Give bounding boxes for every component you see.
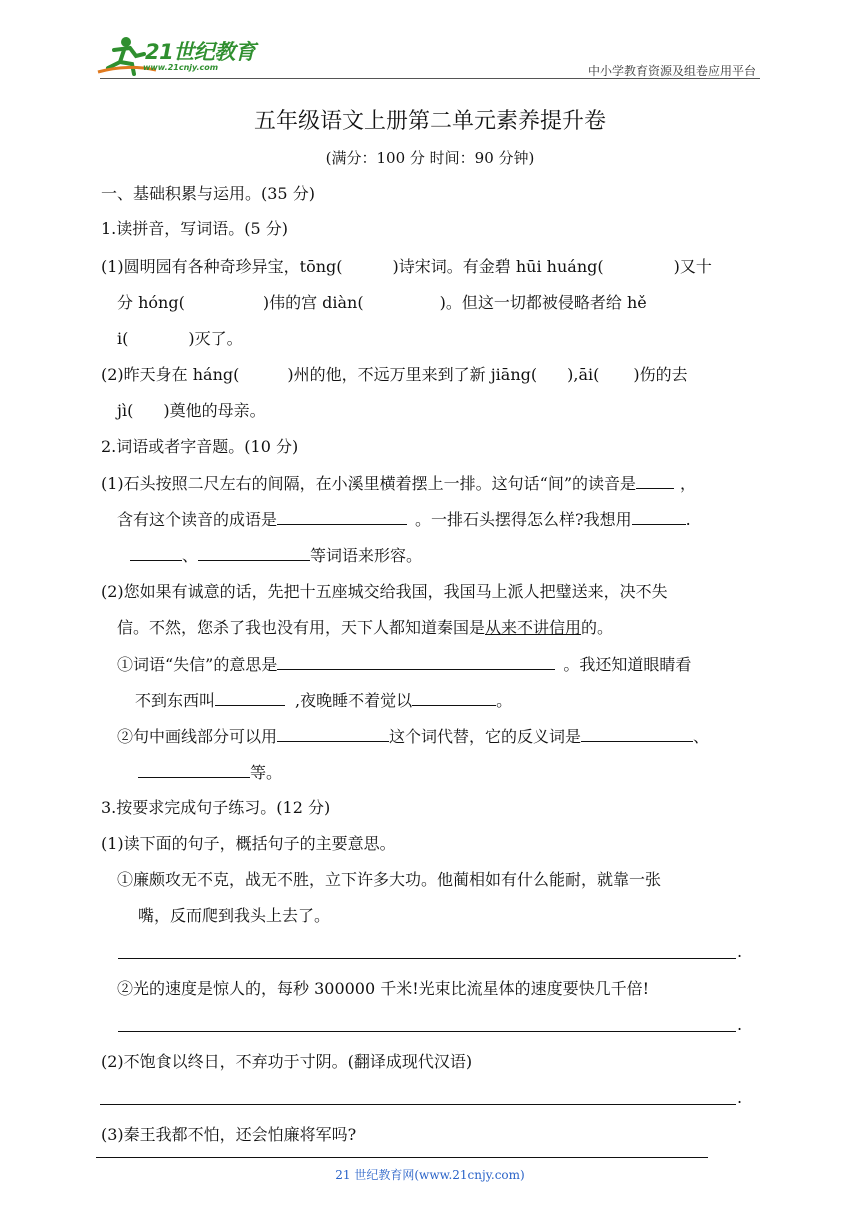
answer-blank[interactable] <box>412 689 496 706</box>
question-text: (2)不饱食以终日，不弃功于寸阴。(翻译成现代汉语) <box>101 1052 473 1071</box>
answer-blank[interactable] <box>198 544 310 561</box>
text-segment: 等词语来形容。 <box>310 546 423 565</box>
text-segment: )伟的宫 diàn( <box>262 293 364 312</box>
text-segment: i( <box>117 329 129 348</box>
period-mark: . <box>737 1088 743 1107</box>
question-text <box>117 508 691 531</box>
text-segment: 。 <box>496 691 513 710</box>
question-heading: 2.词语或者字音题。(10 分) <box>101 437 299 456</box>
question-text <box>135 689 512 712</box>
text-segment: ),āi( <box>567 365 600 384</box>
text-segment: )奠他的母亲。 <box>163 401 266 420</box>
answer-blank[interactable] <box>632 508 686 525</box>
period-mark: . <box>737 942 743 961</box>
text-segment: )州的他，不远万里来到了新 jiāng( <box>287 365 538 384</box>
answer-line[interactable] <box>118 1031 736 1032</box>
question-text <box>117 617 613 639</box>
answer-blank[interactable] <box>636 472 674 489</box>
text-segment: )。但这一切都被侵略者给 hě <box>439 293 647 312</box>
text-segment: ②句中画线部分可以用 <box>117 727 278 746</box>
question-text <box>117 400 266 422</box>
question-text <box>130 544 422 567</box>
text-segment: 不到东西叫 <box>135 691 216 710</box>
answer-blank[interactable] <box>138 761 250 778</box>
text-segment: (1)圆明园有各种奇珍异宝，tōng( <box>101 257 343 276</box>
text-segment: 分 hóng( <box>117 293 185 312</box>
answer-blank[interactable] <box>215 689 285 706</box>
text-segment: 、 <box>693 727 710 746</box>
question-heading: 3.按要求完成句子练习。(12 分) <box>101 798 331 817</box>
question-text <box>101 472 696 495</box>
text-segment: 。一排石头摆得怎么样?我想用 <box>415 510 632 529</box>
text-segment: . <box>685 510 691 529</box>
text-segment: )诗宋词。有金碧 hūi huáng( <box>392 257 604 276</box>
footer-rule <box>96 1157 708 1158</box>
text-segment: 这个词代替，它的反义词是 <box>389 727 582 746</box>
header-rule <box>100 78 760 79</box>
text-segment: )伤的去 <box>633 365 688 384</box>
question-text: (2)您如果有诚意的话，先把十五座城交给我国，我国马上派人把璧送来，决不失 <box>101 582 668 601</box>
period-mark: . <box>737 1015 743 1034</box>
question-heading: 1.读拼音，写词语。(5 分) <box>101 219 289 238</box>
answer-blank[interactable] <box>130 544 182 561</box>
text-segment: ①词语“失信”的意思是 <box>117 655 278 674</box>
text-segment: ， <box>680 474 697 493</box>
text-segment: jì( <box>117 401 134 420</box>
page-title: 五年级语文上册第二单元素养提升卷 <box>253 109 606 134</box>
text-segment: 信。不然，您杀了我也没有用，天下人都知道秦国是 <box>117 618 486 637</box>
text-segment: )又十 <box>673 257 712 276</box>
question-text <box>117 653 691 676</box>
answer-line[interactable] <box>100 1104 736 1105</box>
text-segment: (2)昨天身在 háng( <box>101 365 240 384</box>
section-heading: 一、基础积累与运用。(35 分) <box>101 184 315 203</box>
answer-blank[interactable] <box>277 508 407 525</box>
question-text <box>117 725 709 748</box>
text-segment: 、 <box>182 546 199 565</box>
answer-blank[interactable] <box>581 725 693 742</box>
text-segment: 。我还知道眼睛看 <box>563 655 692 674</box>
question-text: 嘴，反而爬到我头上去了。 <box>138 906 331 925</box>
question-text <box>101 364 688 386</box>
question-text: (3)秦王我都不怕，还会怕廉将军吗? <box>101 1125 357 1144</box>
answer-line[interactable] <box>118 958 736 959</box>
question-text <box>117 292 647 314</box>
logo-text: 21世纪教育 <box>145 40 256 64</box>
question-text: ①廉颇攻无不克，战无不胜，立下许多大功。他蔺相如有什么能耐，就靠一张 <box>117 870 662 889</box>
logo-url: www.21cnjy.com <box>143 63 219 72</box>
page-header <box>0 0 860 80</box>
text-segment: 的。 <box>581 618 614 637</box>
text-segment: 等。 <box>250 763 283 782</box>
underlined-phrase: 从来不讲信用 <box>485 618 582 637</box>
text-segment: 含有这个读音的成语是 <box>117 510 278 529</box>
question-text <box>101 256 712 278</box>
answer-blank[interactable] <box>277 725 389 742</box>
page-subtitle: (满分：100 分 时间：90 分钟) <box>325 149 535 167</box>
platform-name: 中小学教育资源及组卷应用平台 <box>587 64 756 78</box>
question-text: (1)读下面的句子，概括句子的主要意思。 <box>101 834 396 853</box>
page-footer[interactable]: 21 世纪教育网(www.21cnjy.com) <box>335 1168 525 1182</box>
text-segment: (1)石头按照二尺左右的间隔，在小溪里横着摆上一排。这句话“间”的读音是 <box>101 474 637 493</box>
answer-blank[interactable] <box>277 653 555 670</box>
question-text <box>117 328 243 350</box>
text-segment: )灭了。 <box>188 329 243 348</box>
question-text: ②光的速度是惊人的，每秒 300000 千米!光束比流星体的速度要快几千倍! <box>117 979 650 998</box>
text-segment: ,夜晚睡不着觉以 <box>295 691 413 710</box>
question-text <box>138 761 282 784</box>
